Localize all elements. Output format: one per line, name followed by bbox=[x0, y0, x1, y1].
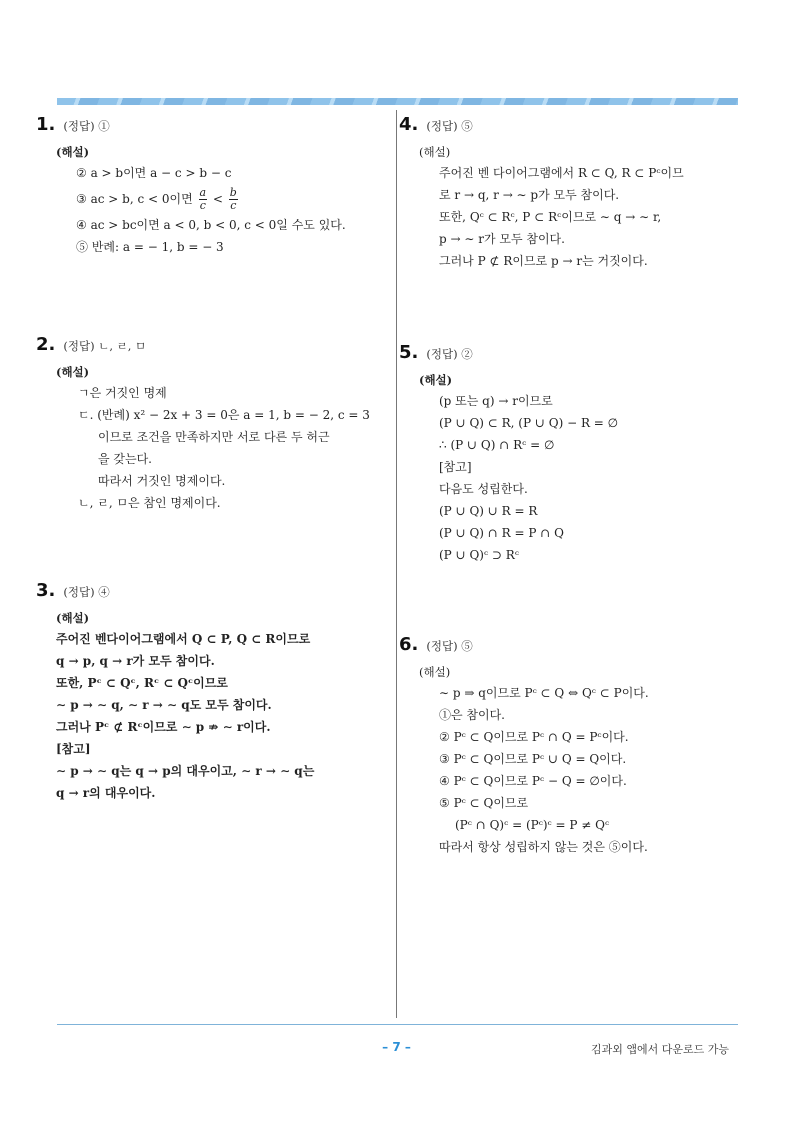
problem-number: 3. bbox=[36, 580, 56, 601]
problem-3 bbox=[36, 580, 386, 804]
explanation-line: ② Pᶜ ⊂ Q이므로 Pᶜ ∩ Q = Pᶜ이다. bbox=[439, 730, 629, 744]
explanation-line: q → r의 대우이다. bbox=[56, 786, 156, 800]
explanation-line: 또한, Qᶜ ⊂ Rᶜ, P ⊂ Rᶜ이므로 ∼ q → ∼ r, bbox=[439, 210, 662, 224]
explanation-line: [참고] bbox=[56, 742, 91, 756]
explanation-line: 이므로 조건을 만족하지만 서로 다른 두 허근 bbox=[98, 430, 330, 444]
explanation-line: (P ∪ Q) ∪ R = R bbox=[439, 504, 538, 518]
explanation-line: (P ∪ Q)ᶜ ⊃ Rᶜ bbox=[439, 548, 519, 562]
problem-number: 6. bbox=[399, 634, 419, 655]
explanation-line: 따라서 거짓인 명제이다. bbox=[98, 474, 226, 488]
explanation-line: ㄱ은 거짓인 명제 bbox=[78, 386, 167, 400]
explanation-heading: (해설) bbox=[56, 365, 90, 379]
explanation-line: (p 또는 q) → r이므로 bbox=[439, 394, 553, 408]
explanation-line: (P ∪ Q) ⊂ R, (P ∪ Q) − R = ∅ bbox=[439, 416, 619, 430]
footer-note: 김과외 앱에서 다운로드 가능 bbox=[590, 1043, 729, 1056]
explanation-line: 그러나 Pᶜ ⊄ Rᶜ이므로 ∼ p ⇏ ∼ r이다. bbox=[56, 720, 271, 734]
explanation-line: ④ Pᶜ ⊂ Q이므로 Pᶜ − Q = ∅이다. bbox=[439, 774, 627, 788]
problem-number: 5. bbox=[399, 342, 419, 363]
answer: (정답) ⑤ bbox=[426, 639, 473, 653]
footer-rule bbox=[57, 1024, 738, 1025]
column-divider bbox=[396, 110, 397, 1018]
explanation-line: ∼ p → ∼ q는 q → p의 대우이고, ∼ r → ∼ q는 bbox=[56, 764, 315, 778]
header-stripe bbox=[57, 98, 738, 105]
problem-2 bbox=[36, 334, 386, 514]
explanation-heading: (해설) bbox=[419, 373, 453, 387]
answer: (정답) ④ bbox=[63, 585, 110, 599]
explanation-heading: (해설) bbox=[56, 145, 90, 159]
page-number: – 7 – bbox=[382, 1040, 411, 1054]
explanation-line: ② a > b이면 a − c > b − c bbox=[76, 166, 232, 180]
explanation-line: ㄷ. (반례) x² − 2x + 3 = 0은 a = 1, b = − 2, c = 3 bbox=[78, 408, 370, 422]
explanation-line: ∼ p ⇒ q이므로 Pᶜ ⊂ Q ⇔ Qᶜ ⊂ P이다. bbox=[439, 686, 649, 700]
explanation-line: 또한, Pᶜ ⊂ Qᶜ, Rᶜ ⊂ Qᶜ이므로 bbox=[56, 676, 228, 690]
explanation-line: ㄴ, ㄹ, ㅁ은 참인 명제이다. bbox=[78, 496, 221, 510]
explanation-line: p → ∼ r가 모두 참이다. bbox=[439, 232, 565, 246]
problem-4 bbox=[399, 114, 739, 272]
explanation-line: ③ Pᶜ ⊂ Q이므로 Pᶜ ∪ Q = Q이다. bbox=[439, 752, 627, 766]
explanation-line: ∴ (P ∪ Q) ∩ Rᶜ = ∅ bbox=[439, 438, 555, 452]
explanation-line: (Pᶜ ∩ Q)ᶜ = (Pᶜ)ᶜ = P ≠ Qᶜ bbox=[455, 818, 610, 832]
explanation-line: 그러나 P ⊄ R이므로 p → r는 거짓이다. bbox=[439, 254, 648, 268]
explanation-line: 다음도 성립한다. bbox=[439, 482, 528, 496]
problem-number: 4. bbox=[399, 114, 419, 135]
answer: (정답) ㄴ, ㄹ, ㅁ bbox=[63, 339, 147, 353]
explanation-line: 주어진 벤다이어그램에서 Q ⊂ P, Q ⊂ R이므로 bbox=[56, 632, 311, 646]
explanation-line: 을 갖는다. bbox=[98, 452, 152, 466]
fraction: $\frac{b}{c}$ bbox=[229, 186, 237, 212]
explanation-heading: (해설) bbox=[419, 665, 451, 679]
explanation-heading: (해설) bbox=[56, 611, 90, 625]
answer: (정답) ① bbox=[63, 119, 110, 133]
explanation-line: ∼ p → ∼ q, ∼ r → ∼ q도 모두 참이다. bbox=[56, 698, 272, 712]
explanation-line: [참고] bbox=[439, 460, 472, 474]
explanation-line-fraction: ③ ac > b, c < 0이면 $\frac{a}{c}$ < $\frac{b}{c}$ bbox=[76, 186, 237, 212]
explanation-line: ⑤ 반례: a = − 1, b = − 3 bbox=[76, 240, 224, 254]
fraction: $\frac{a}{c}$ bbox=[199, 186, 207, 212]
problem-6 bbox=[399, 634, 739, 858]
explanation-line: 따라서 항상 성립하지 않는 것은 ⑤이다. bbox=[439, 840, 648, 854]
explanation-line: ①은 참이다. bbox=[439, 708, 505, 722]
explanation-line: ⑤ Pᶜ ⊂ Q이므로 bbox=[439, 796, 529, 810]
explanation-line: ④ ac > bc이면 a < 0, b < 0, c < 0일 수도 있다. bbox=[76, 218, 346, 232]
explanation-line: 로 r → q, r → ∼ p가 모두 참이다. bbox=[439, 188, 620, 202]
answer: (정답) ② bbox=[426, 347, 473, 361]
problem-5 bbox=[399, 342, 739, 566]
explanation-line: q → p, q → r가 모두 참이다. bbox=[56, 654, 215, 668]
answer: (정답) ⑤ bbox=[426, 119, 473, 133]
problem-number: 2. bbox=[36, 334, 56, 355]
explanation-line: 주어진 벤 다이어그램에서 R ⊂ Q, R ⊂ Pᶜ이므 bbox=[439, 166, 684, 180]
problem-number: 1. bbox=[36, 114, 56, 135]
explanation-line: (P ∪ Q) ∩ R = P ∩ Q bbox=[439, 526, 564, 540]
explanation-heading: (해설) bbox=[419, 145, 451, 159]
problem-1 bbox=[36, 114, 386, 258]
